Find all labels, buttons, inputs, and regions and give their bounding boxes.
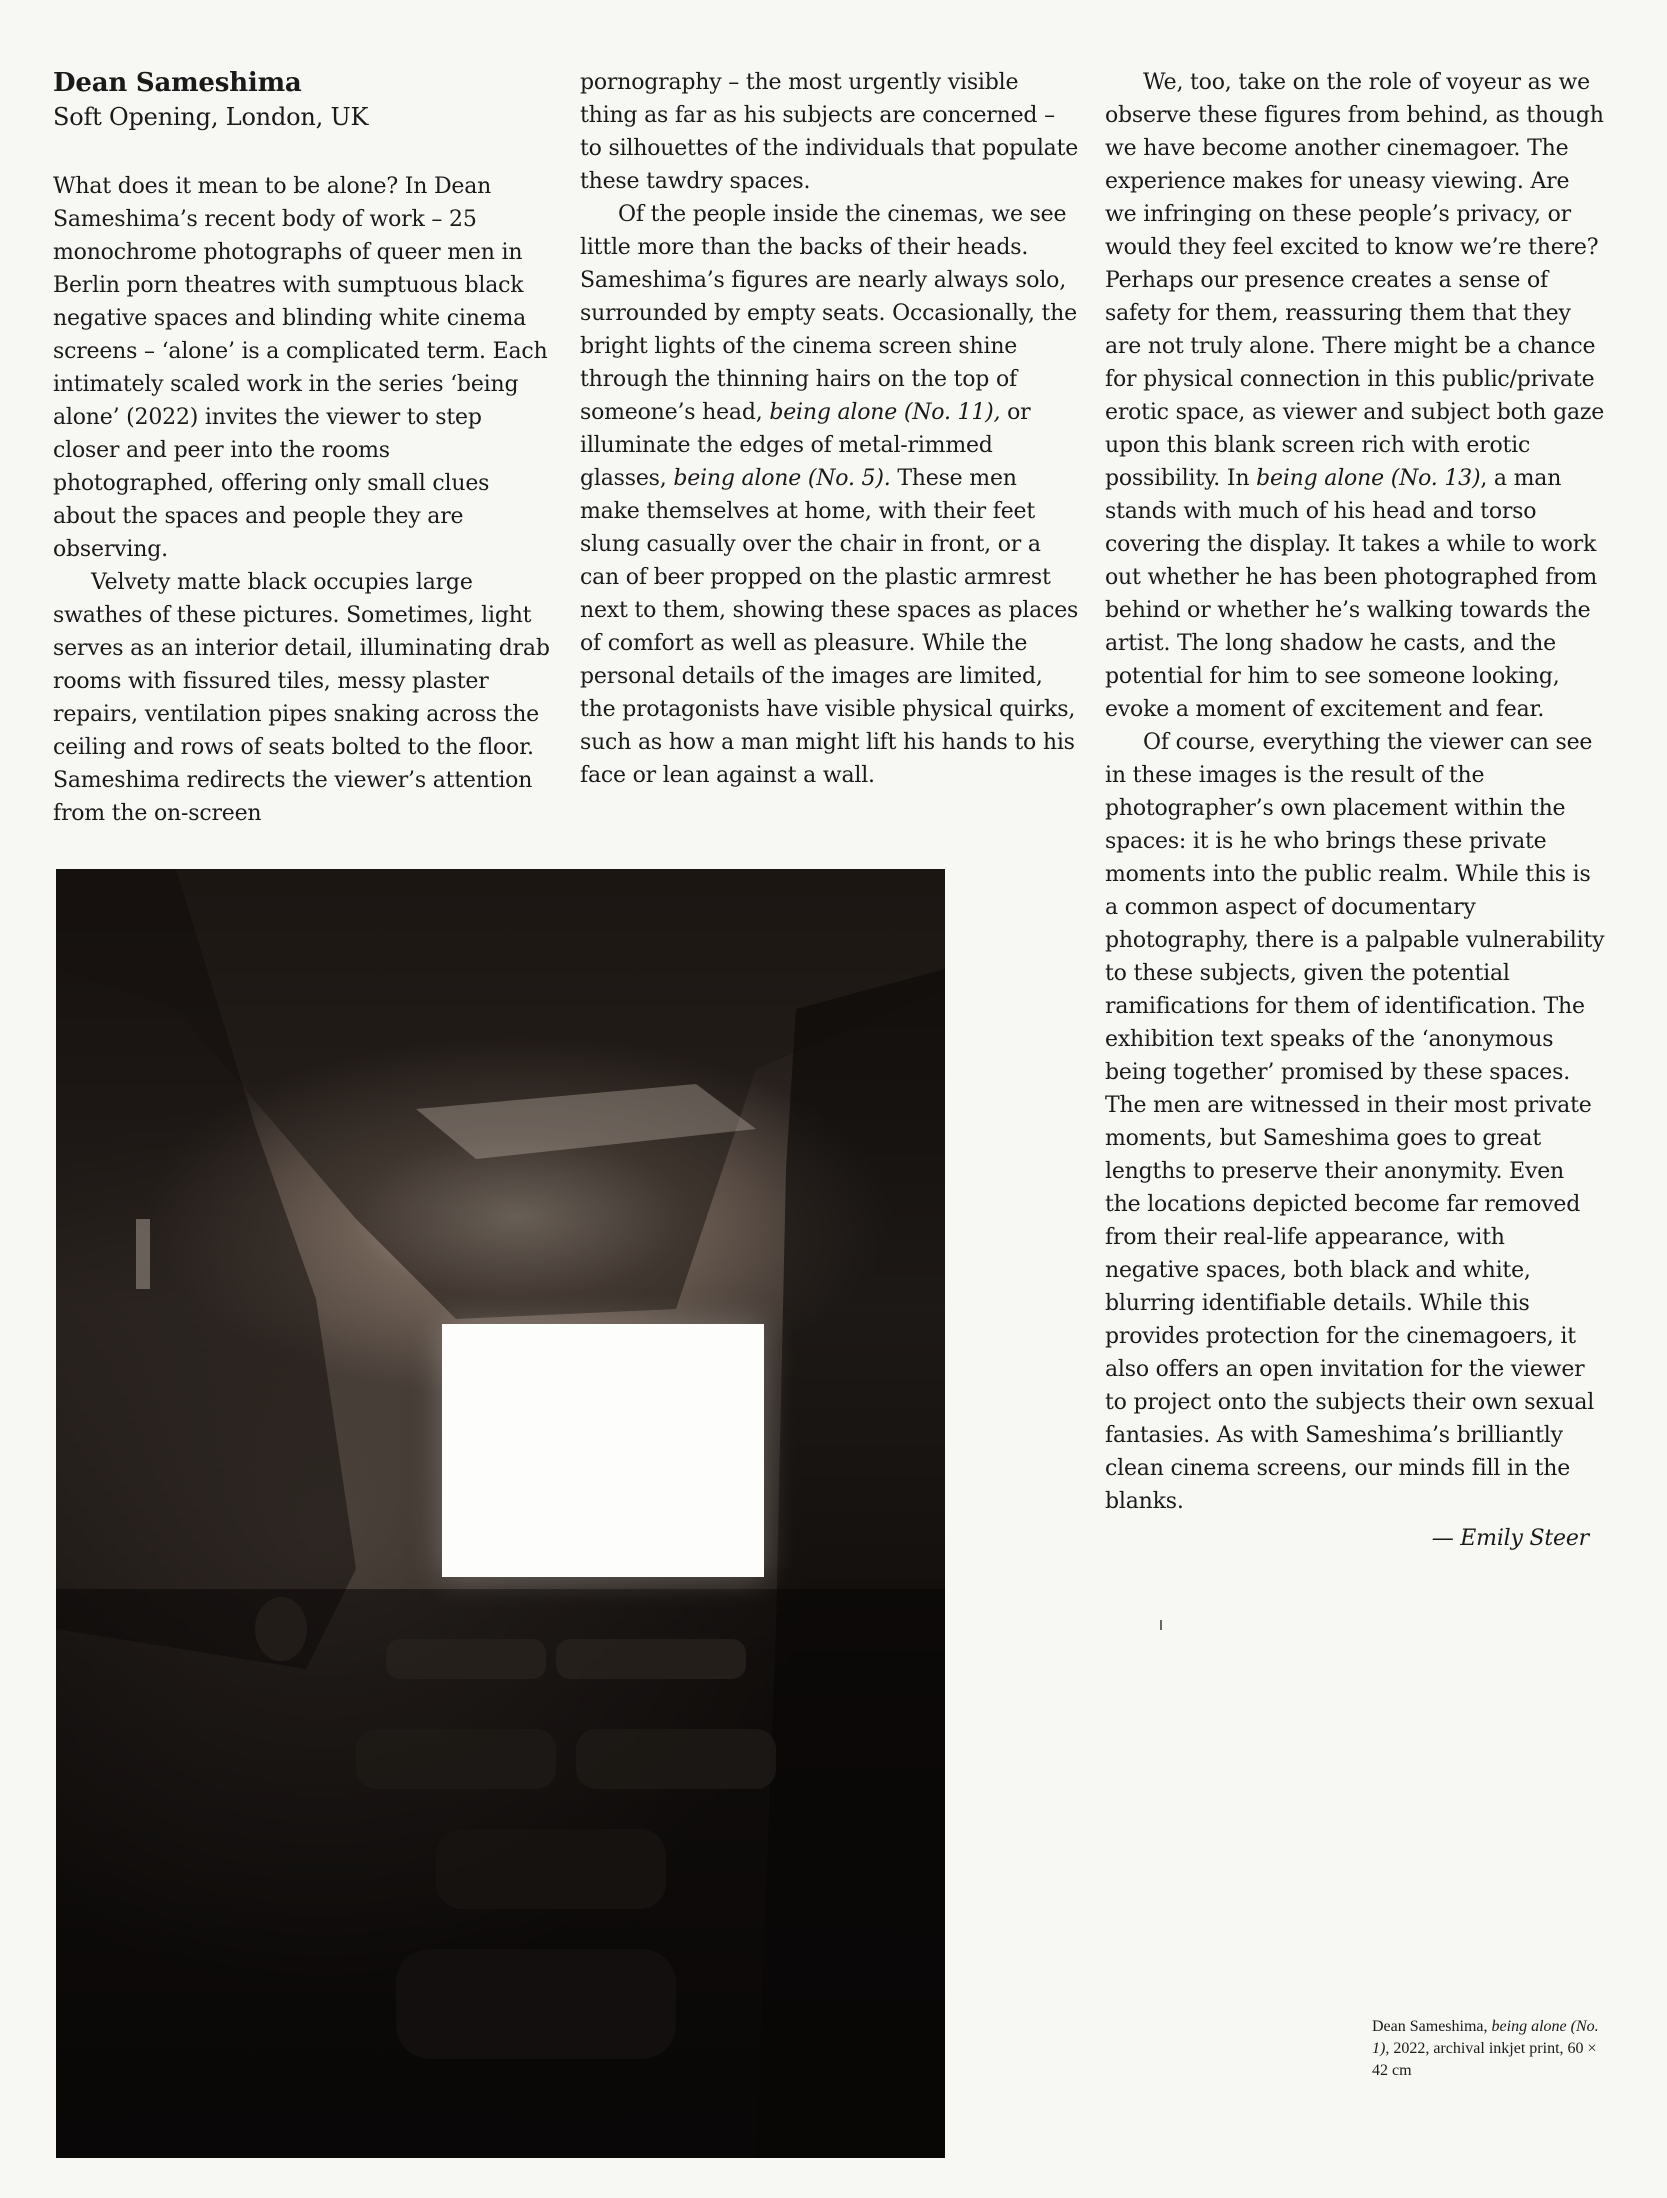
- caption-title: being alone (No. 1): [1372, 2018, 1599, 2057]
- paragraph: pornography – the most urgently visible thing as far as his subjects are concerned – to silhouettes of the individuals that populate these tawdry spaces.: [580, 70, 1079, 194]
- artwork-title: being alone (No. 13): [1256, 466, 1481, 491]
- cinema-photograph: [56, 869, 945, 2158]
- paragraph: [580, 198, 1080, 792]
- paragraph: Of course, everything the viewer can see in these images is the result of the photographer’s own placement within the spaces: it is he who brings these private moments into the public realm. While this is a common aspect of documentary photography, there is a palpable vulnerability to these subjects, given the potential ramifications for them of identification. The exhibition text speaks of the ‘anonymous being together’ promised by these spaces. The men are witnessed in their most private moments, but Sameshima goes to great lengths to preserve their anonymity. Even the locations depicted become far removed from their real-life appearance, with negative spaces, both black and white, blurring identifiable details. While this provides protection for the cinemagoers, it also offers an open invitation for the viewer to project onto the subjects their own sexual fantasies. As with Sameshima’s brilliantly clean cinema screens, our minds fill in the blanks.: [1105, 730, 1605, 1514]
- artwork-title: being alone (No. 5).: [673, 466, 891, 491]
- text-run: We, too, take on the role of voyeur as we observe these figures from behind, as though we have become another cinemagoer. The experience makes for uneasy viewing. Are we infringing on these people’s privacy, or would they feel excited to know we’re there? Perhaps our presence creates a sense of safety for them, reassuring them that they are not truly alone. There might be a chance for physical connection in this public/private erotic space, as viewer and subject both gaze upon this blank screen rich with erotic possibility. In: [1105, 70, 1605, 491]
- paragraph: [1105, 66, 1605, 726]
- caption-details: , 2022, archival inkjet print, 60 × 42 cm: [1372, 2040, 1597, 2079]
- artist-name: Dean Sameshima: [53, 68, 302, 98]
- paragraph: What does it mean to be alone? In Dean Sameshima’s recent body of work – 25 monochrome photographs of queer men in Berlin porn theatres with sumptuous black negative spaces and blinding white cinema screens – ‘alone’ is a complicated term. Each intimately scaled work in the series ‘being alone’ (2022) invites the viewer to step closer and peer into the rooms photographed, offering only small clues about the spaces and people they are observing.: [53, 174, 548, 562]
- text-run: These men make themselves at home, with their feet slung casually over the chair in front, or a can of beer propped on the plastic armrest next to them, showing these spaces as places of comfort as well as pleasure. While the personal details of the images are limited, the protagonists have visible physical quirks, such as how a man might lift his hands to his face or lean against a wall.: [580, 466, 1079, 788]
- venue-line: Soft Opening, London, UK: [53, 103, 369, 131]
- cinema-screen: [442, 1324, 764, 1577]
- text-run: or illuminate the edges of metal-rimmed glasses,: [580, 400, 1031, 491]
- image-caption: [1372, 2016, 1612, 2082]
- print-mark: [1160, 1620, 1162, 1630]
- text-run: Of the people inside the cinemas, we see little more than the backs of their heads. Sameshima’s figures are nearly always solo, surrounded by empty seats. Occasionally, the bright lights of the cinema screen shine through the thinning hairs on the top of someone’s head,: [580, 202, 1077, 425]
- author-signature: — Emily Steer: [1431, 1526, 1589, 1551]
- column-3: [1105, 66, 1605, 1555]
- artwork-title: being alone (No. 11),: [769, 400, 1001, 425]
- caption-artist: Dean Sameshima,: [1372, 2018, 1492, 2035]
- text-run: , a man stands with much of his head and torso covering the display. It takes a while to work out whether he has been photographed from behind or whether he’s walking towards the artist. The long shadow he casts, and the potential for him to see someone looking, evoke a moment of excitement and fear.: [1105, 466, 1598, 722]
- column-2: [580, 66, 1080, 792]
- column-1: [53, 66, 553, 830]
- paragraph: Velvety matte black occupies large swathes of these pictures. Sometimes, light serves as an interior detail, illuminating drab rooms with fissured tiles, messy plaster repairs, ventilation pipes snaking across the ceiling and rows of seats bolted to the floor. Sameshima redirects the viewer’s attention from the on-screen: [53, 570, 550, 826]
